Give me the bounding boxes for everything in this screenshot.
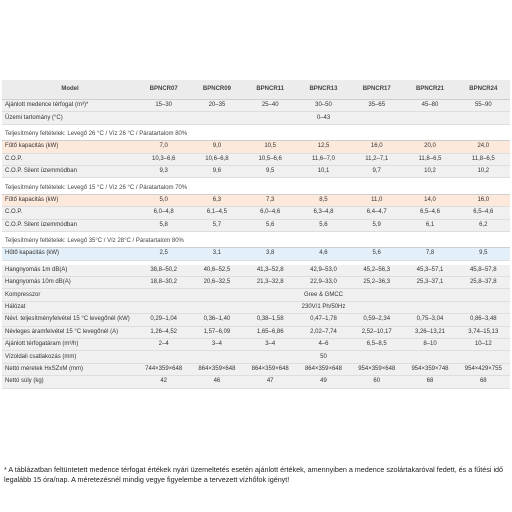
value-cell: 25,2–36,3 [350, 277, 403, 289]
spec-table-body [2, 80, 510, 388]
table-row [2, 219, 510, 231]
value-cell: 3–4 [190, 339, 243, 351]
row-label: C.O.P. [2, 207, 137, 219]
table-row [2, 165, 510, 177]
section-title: Teljesítmény feltételek: Levegő 15 °C / Víz 26 °C / Páratartalom 70% [2, 182, 510, 194]
row-label: Ajánlott térfogatáram (m³/h) [2, 339, 137, 351]
value-cell: 10,5 [244, 141, 297, 153]
value-cell: 3,74–15,13 [457, 326, 510, 338]
value-cell: 2,5 [137, 248, 190, 260]
value-cell: 0,75–3,04 [403, 314, 456, 326]
value-cell: 45,8–57,8 [457, 265, 510, 277]
value-cell: 6,0–4,6 [244, 207, 297, 219]
row-label: C.O.P. Silent üzemmódban [2, 219, 137, 231]
value-cell: 42 [137, 376, 190, 388]
value-cell: 9,5 [244, 165, 297, 177]
row-label: Üzemi tartomány (°C) [2, 112, 137, 124]
value-cell: 2,02–7,74 [297, 326, 350, 338]
value-cell: 8–10 [403, 339, 456, 351]
value-cell: 6,3–4,8 [297, 207, 350, 219]
section-title: Teljesítmény feltételek: Levegő 26 °C / Víz 26 °C / Páratartalom 80% [2, 129, 510, 141]
value-cell: 45,3–57,1 [403, 265, 456, 277]
table-row [2, 376, 510, 388]
value-cell: 0,59–2,34 [350, 314, 403, 326]
value-cell: 30–50 [297, 100, 350, 112]
value-cell: 0,86–3,48 [457, 314, 510, 326]
value-cell: 12,5 [297, 141, 350, 153]
value-cell: 1,26–4,52 [137, 326, 190, 338]
row-label: C.O.P. [2, 153, 137, 165]
value-cell: 35–65 [350, 100, 403, 112]
merged-value-cell: 50 [137, 351, 510, 363]
header-model-col: BPNCR13 [297, 80, 350, 100]
value-cell: 9,6 [190, 165, 243, 177]
value-cell: 954×359×748 [403, 363, 456, 375]
value-cell: 11,2–7,1 [350, 153, 403, 165]
merged-value-cell: Gree & GMCC [137, 289, 510, 301]
value-cell: 16,0 [457, 194, 510, 206]
value-cell: 864×359×648 [190, 363, 243, 375]
value-cell: 10–12 [457, 339, 510, 351]
table-row [2, 194, 510, 206]
value-cell: 9,3 [137, 165, 190, 177]
value-cell: 0,36–1,40 [190, 314, 243, 326]
table-row [2, 314, 510, 326]
value-cell: 16,0 [350, 141, 403, 153]
row-label: Hangnyomás 10m dB(A) [2, 277, 137, 289]
value-cell: 5,6 [244, 219, 297, 231]
value-cell: 6,2 [457, 219, 510, 231]
value-cell: 10,6–6,8 [190, 153, 243, 165]
table-row [2, 326, 510, 338]
value-cell: 6,1–4,5 [190, 207, 243, 219]
value-cell: 38,8–50,2 [137, 265, 190, 277]
value-cell: 20,6–32,5 [190, 277, 243, 289]
row-label: Vízoldali csatlakozás (mm) [2, 351, 137, 363]
value-cell: 49 [297, 376, 350, 388]
value-cell: 25,3–37,1 [403, 277, 456, 289]
value-cell: 11,8–6,5 [403, 153, 456, 165]
header-model: Model [2, 80, 137, 100]
value-cell: 10,2 [457, 165, 510, 177]
header-model-col: BPNCR24 [457, 80, 510, 100]
table-row [2, 265, 510, 277]
value-cell: 3,8 [244, 248, 297, 260]
footnote: * A táblázatban feltüntetett medence térfogat értékek nyári üzemeltetés esetén ajánlott értékek, amennyiben a medence szolártakaróval fedett, és a fűtési idő legalább 15 óra/nap. A méretezésnél mindig vegye figyelembe a tervezett vízhőfok igényt! [4, 465, 504, 484]
value-cell: 6,5–4,6 [457, 207, 510, 219]
table-row [2, 351, 510, 363]
value-cell: 18,8–30,2 [137, 277, 190, 289]
value-cell: 22,9–33,0 [297, 277, 350, 289]
row-label: Nettó méretek HxSZxM (mm) [2, 363, 137, 375]
row-label: Nettó súly (kg) [2, 376, 137, 388]
value-cell: 7,8 [403, 248, 456, 260]
value-cell: 954×359×648 [350, 363, 403, 375]
value-cell: 6,0–4,8 [137, 207, 190, 219]
row-label: Névl. teljesítményfelvétel 15 °C levegőnél (kW) [2, 314, 137, 326]
value-cell: 42,9–53,0 [297, 265, 350, 277]
value-cell: 864×359×648 [297, 363, 350, 375]
value-cell: 15–30 [137, 100, 190, 112]
table-row [2, 100, 510, 112]
value-cell: 7,0 [137, 141, 190, 153]
section-header-row [2, 182, 510, 194]
value-cell: 6,3 [190, 194, 243, 206]
value-cell: 10,3–6,6 [137, 153, 190, 165]
value-cell: 2,52–10,17 [350, 326, 403, 338]
row-label: Névleges áramfelvétel 15 °C levegőnél (A) [2, 326, 137, 338]
row-label: Kompresszor [2, 289, 137, 301]
table-header-row [2, 80, 510, 100]
row-label: Hangnyomás 1m dB(A) [2, 265, 137, 277]
value-cell: 20,0 [403, 141, 456, 153]
value-cell: 40,6–52,5 [190, 265, 243, 277]
value-cell: 45,2–56,3 [350, 265, 403, 277]
value-cell: 4–6 [297, 339, 350, 351]
value-cell: 5,7 [190, 219, 243, 231]
merged-value-cell: 0–43 [137, 112, 510, 124]
value-cell: 14,0 [403, 194, 456, 206]
row-label: Hűtő kapacitás (kW) [2, 248, 137, 260]
value-cell: 21,3–32,8 [244, 277, 297, 289]
section-header-row [2, 236, 510, 248]
value-cell: 1,57–6,09 [190, 326, 243, 338]
value-cell: 9,5 [457, 248, 510, 260]
value-cell: 6,5–4,6 [403, 207, 456, 219]
value-cell: 10,1 [297, 165, 350, 177]
value-cell: 55–90 [457, 100, 510, 112]
value-cell: 10,2 [403, 165, 456, 177]
table-row [2, 301, 510, 313]
value-cell: 11,0 [350, 194, 403, 206]
header-model-col: BPNCR07 [137, 80, 190, 100]
value-cell: 0,38–1,58 [244, 314, 297, 326]
row-label: C.O.P. Silent üzemmódban [2, 165, 137, 177]
value-cell: 0,47–1,78 [297, 314, 350, 326]
row-label: Fűtő kapacitás (kW) [2, 141, 137, 153]
value-cell: 11,6–7,0 [297, 153, 350, 165]
value-cell: 20–35 [190, 100, 243, 112]
value-cell: 11,8–6,5 [457, 153, 510, 165]
value-cell: 744×359×648 [137, 363, 190, 375]
header-model-col: BPNCR17 [350, 80, 403, 100]
section-header-row [2, 129, 510, 141]
table-row [2, 207, 510, 219]
value-cell: 24,0 [457, 141, 510, 153]
table-row [2, 339, 510, 351]
header-model-col: BPNCR21 [403, 80, 456, 100]
value-cell: 46 [190, 376, 243, 388]
value-cell: 45–80 [403, 100, 456, 112]
spec-table [2, 80, 510, 389]
table-row [2, 363, 510, 375]
header-model-col: BPNCR09 [190, 80, 243, 100]
value-cell: 954×429×755 [457, 363, 510, 375]
row-label: Fűtő kapacitás (kW) [2, 194, 137, 206]
value-cell: 25–40 [244, 100, 297, 112]
value-cell: 10,5–6,6 [244, 153, 297, 165]
table-row [2, 248, 510, 260]
row-label: Ajánlott medence térfogat (m³)* [2, 100, 137, 112]
section-title: Teljesítmény feltételek: Levegő 35°C / Víz 28°C / Páratartalom 80% [2, 236, 510, 248]
table-row [2, 277, 510, 289]
value-cell: 3,1 [190, 248, 243, 260]
value-cell: 864×359×648 [244, 363, 297, 375]
header-model-col: BPNCR11 [244, 80, 297, 100]
value-cell: 41,3–52,8 [244, 265, 297, 277]
value-cell: 5,8 [137, 219, 190, 231]
value-cell: 5,9 [350, 219, 403, 231]
value-cell: 3–4 [244, 339, 297, 351]
value-cell: 68 [457, 376, 510, 388]
value-cell: 0,29–1,04 [137, 314, 190, 326]
value-cell: 5,0 [137, 194, 190, 206]
value-cell: 6,4–4,7 [350, 207, 403, 219]
value-cell: 9,7 [350, 165, 403, 177]
value-cell: 47 [244, 376, 297, 388]
value-cell: 4,6 [297, 248, 350, 260]
value-cell: 9,0 [190, 141, 243, 153]
value-cell: 8,5 [297, 194, 350, 206]
table-row [2, 141, 510, 153]
value-cell: 25,8–37,8 [457, 277, 510, 289]
table-row [2, 153, 510, 165]
value-cell: 5,6 [350, 248, 403, 260]
value-cell: 3,26–13,21 [403, 326, 456, 338]
value-cell: 7,3 [244, 194, 297, 206]
value-cell: 2–4 [137, 339, 190, 351]
value-cell: 6,1 [403, 219, 456, 231]
row-label: Hálózat [2, 301, 137, 313]
value-cell: 5,6 [297, 219, 350, 231]
value-cell: 1,65–6,86 [244, 326, 297, 338]
table-row [2, 289, 510, 301]
value-cell: 6,5–8,5 [350, 339, 403, 351]
table-row [2, 112, 510, 124]
value-cell: 60 [350, 376, 403, 388]
value-cell: 68 [403, 376, 456, 388]
merged-value-cell: 230V/1 Ph/50Hz [137, 301, 510, 313]
